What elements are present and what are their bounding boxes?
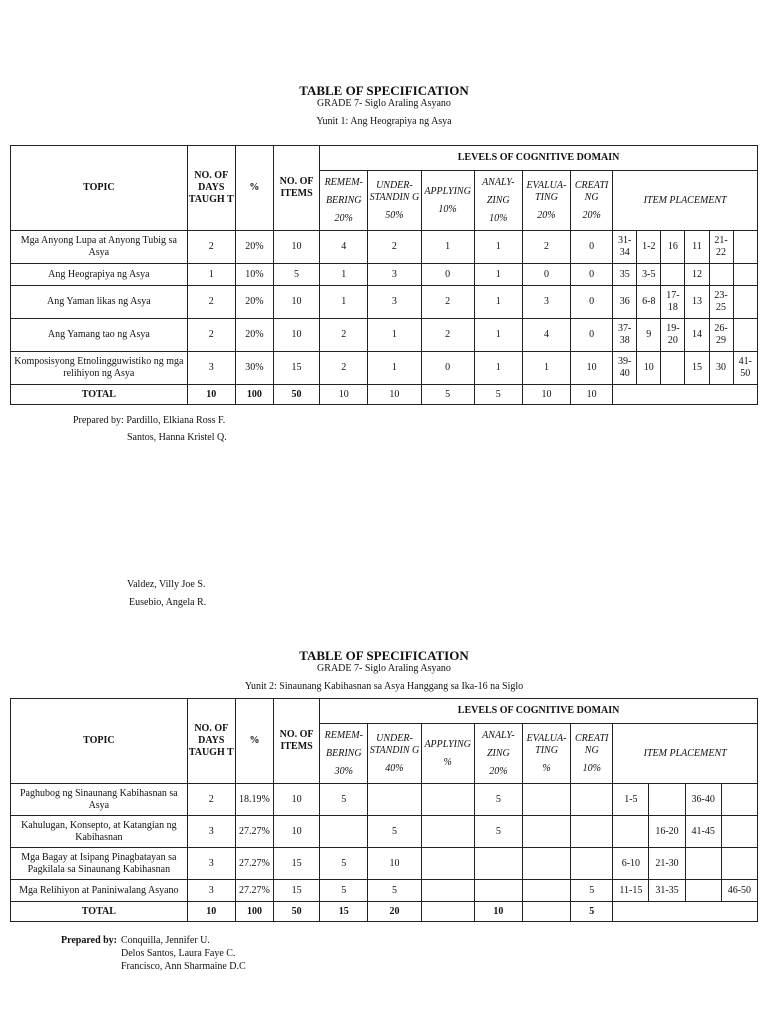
cell-ana: 1 bbox=[474, 352, 522, 385]
cell-placement: 6-10 bbox=[613, 848, 649, 880]
cell-placement: 1-5 bbox=[613, 784, 649, 816]
total-row bbox=[11, 385, 758, 405]
total-app: 5 bbox=[421, 385, 474, 405]
total-eva: 10 bbox=[522, 385, 570, 405]
preparer-name: Santos, Hanna Kristel Q. bbox=[127, 432, 227, 443]
cell-placement bbox=[661, 264, 685, 286]
preparer-name: Eusebio, Angela R. bbox=[129, 597, 207, 608]
cell-placement: 35 bbox=[613, 264, 637, 286]
col-creating: CREATI NG 20% bbox=[571, 171, 613, 231]
total-items: 50 bbox=[274, 902, 320, 922]
cell-app: 2 bbox=[421, 286, 474, 319]
cell-app: 0 bbox=[421, 352, 474, 385]
cell-placement: 12 bbox=[685, 264, 709, 286]
cell-placement: 1-2 bbox=[637, 231, 661, 264]
cell-placement: 26-29 bbox=[709, 319, 733, 352]
table1-title: TABLE OF SPECIFICATION bbox=[299, 83, 469, 98]
total-placement bbox=[613, 385, 758, 405]
table-row bbox=[11, 319, 758, 352]
total-days: 10 bbox=[187, 385, 235, 405]
cell-cre: 5 bbox=[571, 880, 613, 902]
cell-cre: 0 bbox=[571, 286, 613, 319]
cell-cre bbox=[571, 848, 613, 880]
total-pct: 100 bbox=[235, 902, 273, 922]
cell-days: 3 bbox=[187, 848, 235, 880]
cell-placement: 6-8 bbox=[637, 286, 661, 319]
col-item-placement: ITEM PLACEMENT bbox=[613, 724, 758, 784]
col-levels: LEVELS OF COGNITIVE DOMAIN bbox=[320, 146, 758, 171]
total-rem: 10 bbox=[320, 385, 368, 405]
col-remembering: REMEM- BERING 20% bbox=[320, 171, 368, 231]
cell-und: 1 bbox=[368, 319, 421, 352]
cell-pct: 20% bbox=[235, 231, 273, 264]
cell-topic: Kahulugan, Konsepto, at Katangian ng Kabihasnan bbox=[11, 816, 188, 848]
col-pct: % bbox=[235, 699, 273, 784]
cell-placement: 10 bbox=[637, 352, 661, 385]
cell-placement: 19-20 bbox=[661, 319, 685, 352]
cell-eva bbox=[522, 784, 570, 816]
cell-cre bbox=[571, 816, 613, 848]
col-days: NO. OF DAYS TAUGH T bbox=[187, 699, 235, 784]
cell-ana bbox=[474, 848, 522, 880]
cell-placement bbox=[685, 848, 721, 880]
col-items: NO. OF ITEMS bbox=[273, 146, 319, 231]
cell-placement bbox=[721, 848, 757, 880]
cell-ana: 5 bbox=[474, 784, 522, 816]
table-row bbox=[11, 352, 758, 385]
cell-placement: 15 bbox=[685, 352, 709, 385]
cell-pct: 10% bbox=[235, 264, 273, 286]
cell-days: 2 bbox=[187, 784, 235, 816]
cell-pct: 30% bbox=[235, 352, 273, 385]
cell-placement: 46-50 bbox=[721, 880, 757, 902]
cell-placement: 9 bbox=[637, 319, 661, 352]
cell-app: 2 bbox=[421, 319, 474, 352]
table-row bbox=[11, 880, 758, 902]
cell-app bbox=[421, 816, 474, 848]
cell-eva: 2 bbox=[522, 231, 570, 264]
cell-items: 10 bbox=[274, 816, 320, 848]
total-label: TOTAL bbox=[11, 902, 188, 922]
cell-placement: 36-40 bbox=[685, 784, 721, 816]
total-items: 50 bbox=[273, 385, 319, 405]
cell-days: 1 bbox=[187, 264, 235, 286]
cell-eva bbox=[522, 848, 570, 880]
total-eva bbox=[522, 902, 570, 922]
cell-rem: 5 bbox=[320, 848, 368, 880]
cell-eva bbox=[522, 816, 570, 848]
cell-days: 2 bbox=[187, 231, 235, 264]
cell-placement bbox=[721, 816, 757, 848]
cell-items: 15 bbox=[273, 352, 319, 385]
cell-und: 3 bbox=[368, 264, 421, 286]
cell-placement: 11 bbox=[685, 231, 709, 264]
cell-placement: 13 bbox=[685, 286, 709, 319]
cell-topic: Ang Yamang tao ng Asya bbox=[11, 319, 188, 352]
cell-topic: Ang Heograpiya ng Asya bbox=[11, 264, 188, 286]
table-row bbox=[11, 848, 758, 880]
cell-placement: 16 bbox=[661, 231, 685, 264]
cell-eva bbox=[522, 880, 570, 902]
col-creating: CREATI NG 10% bbox=[571, 724, 613, 784]
cell-app bbox=[421, 880, 474, 902]
cell-placement bbox=[661, 352, 685, 385]
cell-days: 3 bbox=[187, 816, 235, 848]
col-applying: APPLYING % bbox=[421, 724, 474, 784]
cell-placement bbox=[733, 231, 757, 264]
cell-days: 3 bbox=[187, 880, 235, 902]
table1-unit: Yunit 1: Ang Heograpiya ng Asya bbox=[316, 116, 452, 127]
cell-eva: 1 bbox=[522, 352, 570, 385]
cell-app: 1 bbox=[421, 231, 474, 264]
total-pct: 100 bbox=[235, 385, 273, 405]
total-cre: 10 bbox=[571, 385, 613, 405]
col-evaluating: EVALUA-TING % bbox=[522, 724, 570, 784]
cell-placement: 31-35 bbox=[649, 880, 685, 902]
prepared-by-1: Prepared by: Pardillo, Elkiana Ross F. bbox=[73, 415, 226, 426]
total-cre: 5 bbox=[571, 902, 613, 922]
cell-rem: 1 bbox=[320, 264, 368, 286]
cell-placement bbox=[721, 784, 757, 816]
cell-items: 15 bbox=[274, 848, 320, 880]
cell-placement bbox=[685, 880, 721, 902]
cell-und: 1 bbox=[368, 352, 421, 385]
cell-placement bbox=[733, 319, 757, 352]
cell-rem: 2 bbox=[320, 319, 368, 352]
cell-topic: Paghubog ng Sinaunang Kabihasnan sa Asya bbox=[11, 784, 188, 816]
cell-placement bbox=[613, 816, 649, 848]
total-rem: 15 bbox=[320, 902, 368, 922]
table1 bbox=[10, 145, 758, 405]
cell-eva: 3 bbox=[522, 286, 570, 319]
preparer-name: Francisco, Ann Sharmaine D.C bbox=[121, 961, 246, 972]
cell-ana: 5 bbox=[474, 816, 522, 848]
cell-placement: 30 bbox=[709, 352, 733, 385]
col-levels: LEVELS OF COGNITIVE DOMAIN bbox=[320, 699, 758, 724]
table2-unit: Yunit 2: Sinaunang Kabihasnan sa Asya Hanggang sa Ika-16 na Siglo bbox=[244, 681, 524, 692]
col-pct: % bbox=[235, 146, 273, 231]
cell-rem: 5 bbox=[320, 784, 368, 816]
cell-eva: 4 bbox=[522, 319, 570, 352]
table-row bbox=[11, 286, 758, 319]
cell-app bbox=[421, 784, 474, 816]
col-remembering: REMEM- BERING 30% bbox=[320, 724, 368, 784]
cell-pct: 18.19% bbox=[235, 784, 273, 816]
cell-ana: 1 bbox=[474, 264, 522, 286]
cell-placement bbox=[649, 784, 685, 816]
cell-app: 0 bbox=[421, 264, 474, 286]
table2-title: TABLE OF SPECIFICATION bbox=[299, 648, 469, 663]
cell-rem: 4 bbox=[320, 231, 368, 264]
total-ana: 10 bbox=[474, 902, 522, 922]
table1-grade: GRADE 7- Siglo Araling Asyano bbox=[317, 98, 451, 109]
cell-placement: 41-45 bbox=[685, 816, 721, 848]
cell-rem: 1 bbox=[320, 286, 368, 319]
cell-placement bbox=[709, 264, 733, 286]
cell-und bbox=[368, 784, 421, 816]
cell-topic: Komposisyong Etnolingguwistiko ng mga relihiyon ng Asya bbox=[11, 352, 188, 385]
cell-rem bbox=[320, 816, 368, 848]
col-understanding: UNDER-STANDIN G 50% bbox=[368, 171, 421, 231]
cell-items: 10 bbox=[273, 231, 319, 264]
cell-items: 10 bbox=[273, 319, 319, 352]
cell-und: 3 bbox=[368, 286, 421, 319]
col-item-placement: ITEM PLACEMENT bbox=[613, 171, 758, 231]
cell-und: 5 bbox=[368, 816, 421, 848]
cell-placement: 14 bbox=[685, 319, 709, 352]
cell-rem: 5 bbox=[320, 880, 368, 902]
cell-placement: 11-15 bbox=[613, 880, 649, 902]
table-row bbox=[11, 231, 758, 264]
cell-items: 15 bbox=[274, 880, 320, 902]
col-applying: APPLYING 10% bbox=[421, 171, 474, 231]
cell-placement: 39-40 bbox=[613, 352, 637, 385]
table2 bbox=[10, 698, 758, 922]
cell-items: 10 bbox=[274, 784, 320, 816]
cell-placement: 41-50 bbox=[733, 352, 757, 385]
cell-und: 10 bbox=[368, 848, 421, 880]
preparer-name: Valdez, Villy Joe S. bbox=[127, 579, 206, 590]
cell-pct: 20% bbox=[235, 286, 273, 319]
cell-placement: 21-22 bbox=[709, 231, 733, 264]
total-placement bbox=[613, 902, 758, 922]
cell-placement: 23-25 bbox=[709, 286, 733, 319]
prepared-by-2: Prepared by: bbox=[61, 935, 118, 946]
total-und: 10 bbox=[368, 385, 421, 405]
total-und: 20 bbox=[368, 902, 421, 922]
cell-app bbox=[421, 848, 474, 880]
col-analyzing: ANALY- ZING 20% bbox=[474, 724, 522, 784]
cell-days: 2 bbox=[187, 286, 235, 319]
cell-pct: 27.27% bbox=[235, 816, 273, 848]
total-ana: 5 bbox=[474, 385, 522, 405]
cell-pct: 20% bbox=[235, 319, 273, 352]
cell-placement bbox=[733, 286, 757, 319]
col-items: NO. OF ITEMS bbox=[274, 699, 320, 784]
cell-placement: 16-20 bbox=[649, 816, 685, 848]
table2-grade: GRADE 7- Siglo Araling Asyano bbox=[317, 663, 451, 674]
cell-ana: 1 bbox=[474, 319, 522, 352]
cell-cre: 0 bbox=[571, 319, 613, 352]
cell-ana: 1 bbox=[474, 286, 522, 319]
cell-cre: 0 bbox=[571, 231, 613, 264]
cell-cre bbox=[571, 784, 613, 816]
cell-topic: Mga Bagay at Isipang Pinagbatayan sa Pagkilala sa Sinaunang Kabihasnan bbox=[11, 848, 188, 880]
cell-items: 10 bbox=[273, 286, 319, 319]
col-understanding: UNDER-STANDIN G 40% bbox=[368, 724, 421, 784]
preparer-name: Conquilla, Jennifer U. bbox=[121, 935, 210, 946]
cell-pct: 27.27% bbox=[235, 880, 273, 902]
cell-topic: Mga Relihiyon at Paniniwalang Asyano bbox=[11, 880, 188, 902]
col-days: NO. OF DAYS TAUGH T bbox=[187, 146, 235, 231]
cell-placement: 3-5 bbox=[637, 264, 661, 286]
table-row bbox=[11, 784, 758, 816]
total-row bbox=[11, 902, 758, 922]
cell-placement: 21-30 bbox=[649, 848, 685, 880]
col-evaluating: EVALUA-TING 20% bbox=[522, 171, 570, 231]
cell-placement: 17-18 bbox=[661, 286, 685, 319]
preparer-name: Delos Santos, Laura Faye C. bbox=[121, 948, 236, 959]
col-topic: TOPIC bbox=[11, 699, 188, 784]
cell-rem: 2 bbox=[320, 352, 368, 385]
cell-placement: 37-38 bbox=[613, 319, 637, 352]
table-row bbox=[11, 816, 758, 848]
cell-days: 3 bbox=[187, 352, 235, 385]
cell-pct: 27.27% bbox=[235, 848, 273, 880]
cell-cre: 10 bbox=[571, 352, 613, 385]
cell-topic: Ang Yaman likas ng Asya bbox=[11, 286, 188, 319]
col-topic: TOPIC bbox=[11, 146, 188, 231]
table-row bbox=[11, 264, 758, 286]
cell-placement: 31-34 bbox=[613, 231, 637, 264]
col-analyzing: ANALY- ZING 10% bbox=[474, 171, 522, 231]
total-label: TOTAL bbox=[11, 385, 188, 405]
cell-days: 2 bbox=[187, 319, 235, 352]
total-days: 10 bbox=[187, 902, 235, 922]
cell-items: 5 bbox=[273, 264, 319, 286]
cell-placement bbox=[733, 264, 757, 286]
cell-placement: 36 bbox=[613, 286, 637, 319]
total-app bbox=[421, 902, 474, 922]
cell-ana: 1 bbox=[474, 231, 522, 264]
cell-ana bbox=[474, 880, 522, 902]
cell-topic: Mga Anyong Lupa at Anyong Tubig sa Asya bbox=[11, 231, 188, 264]
cell-cre: 0 bbox=[571, 264, 613, 286]
cell-und: 5 bbox=[368, 880, 421, 902]
cell-eva: 0 bbox=[522, 264, 570, 286]
cell-und: 2 bbox=[368, 231, 421, 264]
